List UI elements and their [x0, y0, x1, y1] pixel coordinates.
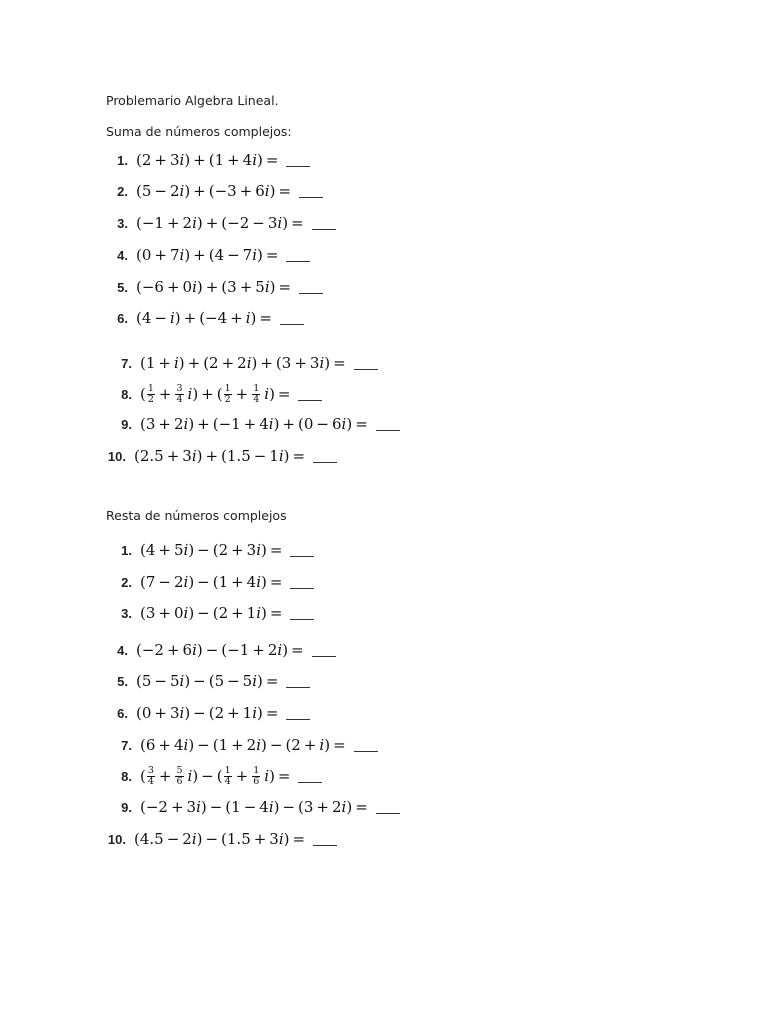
exercise-expression: (5 − 5 i ) − (5 − 5 i ) = [136, 672, 279, 690]
answer-blank [280, 324, 304, 325]
exercise-number: 5. [117, 279, 128, 295]
exercise-number: 1. [121, 542, 132, 558]
resta-exercise-5 [106, 669, 310, 693]
fraction: $\frac{1}{6}$ [253, 764, 260, 787]
answer-blank [312, 656, 336, 657]
section-heading-resta: Resta de números complejos [106, 508, 287, 523]
exercise-number: 10. [107, 831, 126, 847]
exercise-number: 9. [121, 799, 132, 815]
exercise-expression: (−6 + 0 i ) + (3 + 5 i ) = [136, 278, 292, 296]
exercise-expression: ( $\frac{1}{2}$ + $\frac{3}{4}$ i ) + ( $\frac{1}{2}$ + $\frac{1}{4}$ i ) = [140, 382, 291, 405]
exercise-number: 6. [117, 310, 128, 326]
resta-exercise-8 [110, 764, 322, 788]
exercise-expression: (3 + 2 i ) + (−1 + 4 i ) + (0 − 6 i ) = [140, 415, 368, 433]
exercise-expression: (4 + 5 i ) − (2 + 3 i ) = [140, 541, 283, 559]
fraction: $\frac{3}{4}$ [147, 764, 154, 787]
suma-exercise-7 [110, 351, 378, 375]
exercise-number: 5. [117, 673, 128, 689]
resta-exercise-7 [110, 733, 378, 757]
exercise-number: 7. [121, 355, 132, 371]
exercise-number: 4. [117, 247, 128, 263]
resta-exercise-4 [106, 638, 336, 662]
exercise-number: 3. [117, 215, 128, 231]
answer-blank [313, 462, 337, 463]
exercise-expression: (5 − 2 i ) + (−3 + 6 i ) = [136, 182, 292, 200]
exercise-expression: (0 + 7 i ) + (4 − 7 i ) = [136, 246, 279, 264]
answer-blank [286, 261, 310, 262]
section-heading-suma: Suma de números complejos: [106, 124, 292, 139]
suma-exercise-1 [106, 148, 310, 172]
fraction: $\frac{1}{2}$ [147, 382, 154, 405]
resta-exercise-1 [110, 538, 314, 562]
suma-exercise-6 [106, 306, 304, 330]
exercise-number: 2. [117, 183, 128, 199]
answer-blank [376, 430, 400, 431]
suma-exercise-2 [106, 179, 323, 203]
resta-exercise-10 [104, 827, 337, 851]
exercise-number: 2. [121, 574, 132, 590]
answer-blank [290, 588, 314, 589]
fraction: $\frac{5}{6}$ [176, 764, 183, 787]
document-title: Problemario Algebra Lineal. [106, 93, 279, 108]
resta-exercise-6 [106, 701, 310, 725]
exercise-expression: (−2 + 3 i ) − (1 − 4 i ) − (3 + 2 i ) = [140, 798, 368, 816]
exercise-expression: (3 + 0 i ) − (2 + 1 i ) = [140, 604, 283, 622]
exercise-number: 6. [117, 705, 128, 721]
exercise-number: 3. [121, 605, 132, 621]
answer-blank [286, 687, 310, 688]
fraction: $\frac{1}{4}$ [253, 382, 260, 405]
answer-blank [290, 556, 314, 557]
exercise-expression: ( $\frac{3}{4}$ + $\frac{5}{6}$ i ) − ( $\frac{1}{4}$ + $\frac{1}{6}$ i ) = [140, 764, 291, 787]
answer-blank [376, 813, 400, 814]
answer-blank [286, 166, 310, 167]
exercise-number: 8. [121, 386, 132, 402]
exercise-expression: (2 + 3 i ) + (1 + 4 i ) = [136, 151, 279, 169]
suma-exercise-3 [106, 211, 336, 235]
answer-blank [313, 845, 337, 846]
exercise-expression: (1 + i ) + (2 + 2 i ) + (3 + 3 i ) = [140, 354, 346, 372]
suma-exercise-8 [110, 382, 322, 406]
resta-exercise-9 [110, 795, 400, 819]
exercise-number: 9. [121, 416, 132, 432]
suma-exercise-9 [110, 412, 400, 436]
answer-blank [298, 400, 322, 401]
exercise-expression: (0 + 3 i ) − (2 + 1 i ) = [136, 704, 279, 722]
suma-exercise-4 [106, 243, 310, 267]
exercise-expression: (−2 + 6 i ) − (−1 + 2 i ) = [136, 641, 304, 659]
exercise-number: 4. [117, 642, 128, 658]
exercise-expression: (4.5 − 2 i ) − (1.5 + 3 i ) = [134, 830, 306, 848]
exercise-number: 1. [117, 152, 128, 168]
answer-blank [298, 782, 322, 783]
answer-blank [299, 197, 323, 198]
exercise-number: 8. [121, 768, 132, 784]
exercise-expression: (7 − 2 i ) − (1 + 4 i ) = [140, 573, 283, 591]
answer-blank [312, 229, 336, 230]
answer-blank [290, 619, 314, 620]
suma-exercise-5 [106, 275, 323, 299]
exercise-number: 10. [107, 448, 126, 464]
answer-blank [354, 751, 378, 752]
suma-exercise-10 [104, 444, 337, 468]
resta-exercise-3 [110, 601, 314, 625]
resta-exercise-2 [110, 570, 314, 594]
exercise-expression: (4 − i ) + (−4 + i ) = [136, 309, 272, 327]
exercise-expression: (−1 + 2 i ) + (−2 − 3 i ) = [136, 214, 304, 232]
exercise-number: 7. [121, 737, 132, 753]
fraction: $\frac{1}{4}$ [224, 764, 231, 787]
fraction: $\frac{1}{2}$ [224, 382, 231, 405]
exercise-expression: (6 + 4 i ) − (1 + 2 i ) − (2 + i ) = [140, 736, 346, 754]
exercise-expression: (2.5 + 3 i ) + (1.5 − 1 i ) = [134, 447, 306, 465]
answer-blank [299, 293, 323, 294]
answer-blank [354, 369, 378, 370]
answer-blank [286, 719, 310, 720]
fraction: $\frac{3}{4}$ [176, 382, 183, 405]
